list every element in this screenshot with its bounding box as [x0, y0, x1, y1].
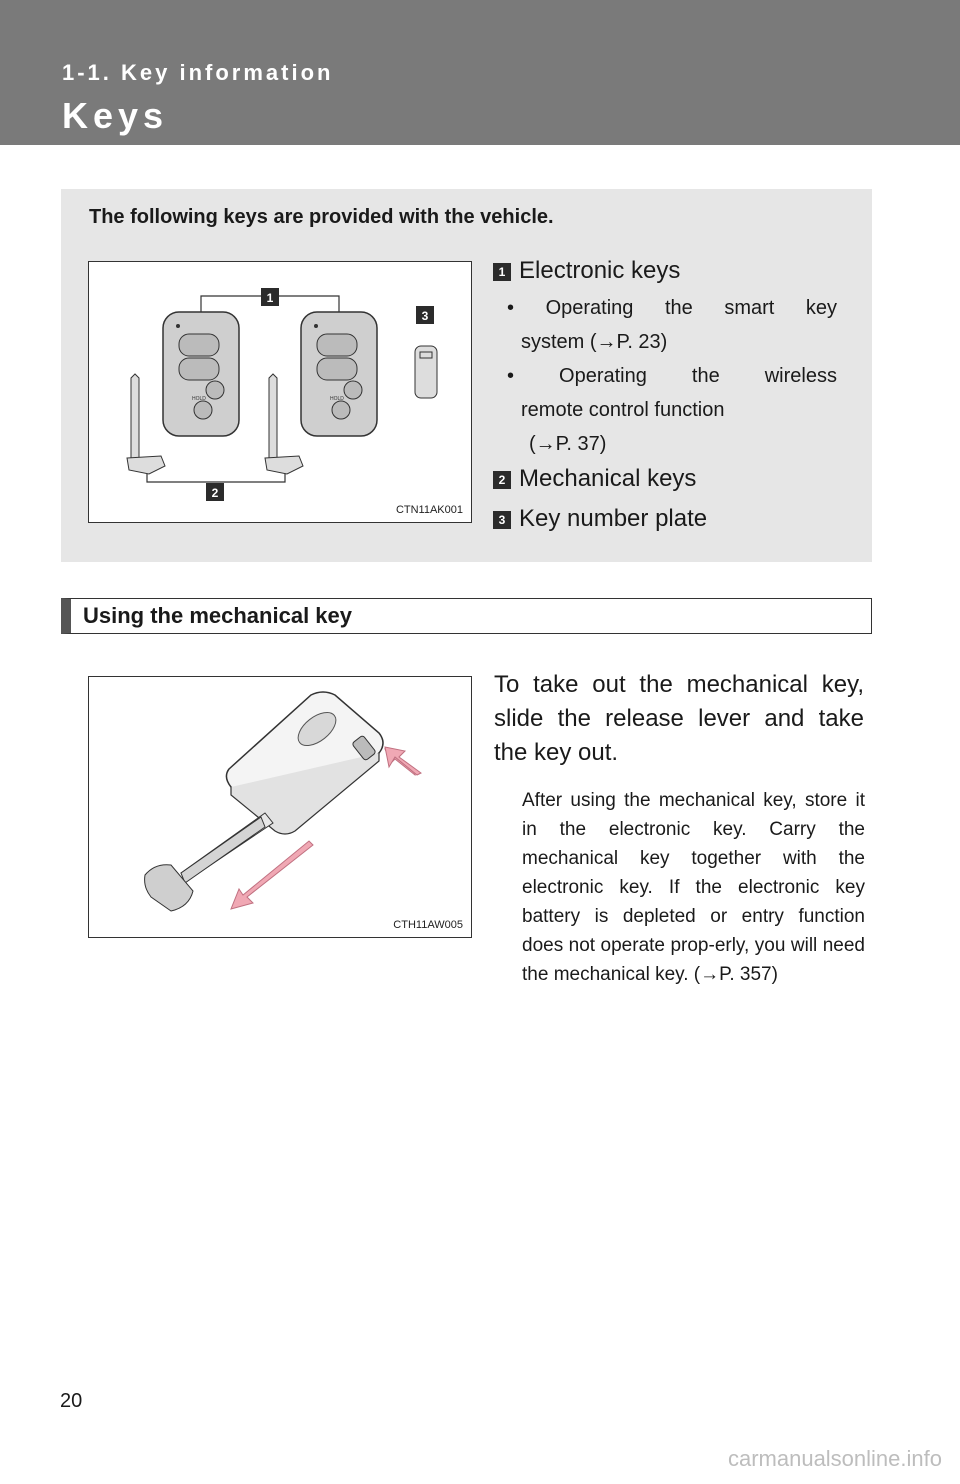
bullet-wireless-remote: [507, 359, 837, 461]
bullet-word: key: [805, 297, 837, 319]
section-heading: [61, 598, 872, 634]
keys-illustration-svg: [89, 262, 471, 522]
bullet-line: (→P. 37): [529, 433, 607, 455]
info-lead-text: The following keys are provided with the vehicle.: [89, 206, 554, 228]
mechanical-key-left: [127, 374, 165, 474]
section-label: 1-1. Key information: [62, 60, 334, 85]
item-mechanical-keys: [493, 465, 696, 493]
item-electronic-keys: [493, 257, 680, 285]
keys-info-box: [61, 189, 872, 562]
bullet-word: Operating: [545, 297, 634, 319]
bullet-word: the: [691, 365, 720, 387]
electronic-key-right: [301, 312, 377, 436]
bullet-line: remote control function: [521, 399, 725, 421]
bullet-word: Operating: [559, 365, 647, 387]
bullet-mark: •: [507, 365, 515, 387]
hold-label-left: HOLD: [192, 396, 206, 402]
instruction-text: To take out the mechanical key, slide the release lever and take the key out.: [494, 671, 864, 766]
item-label: Key number plate: [519, 505, 708, 532]
figure-code: CTH11AW005: [393, 919, 463, 931]
key-fob-body: [226, 692, 383, 834]
key-number-plate: [415, 346, 437, 398]
bullet-mark: •: [507, 297, 515, 319]
hold-label-right: HOLD: [330, 396, 344, 402]
bullet-line: system (→P. 23): [521, 331, 668, 353]
bullet-smart-key: [507, 291, 837, 359]
mechanical-key-right: [265, 374, 303, 474]
figure-code: CTN11AK001: [395, 504, 463, 516]
callout-2-number: 2: [211, 486, 219, 500]
mechanical-key-illustration: [88, 676, 472, 938]
item-key-number-plate: [493, 505, 707, 533]
bullet-word: smart: [724, 297, 775, 319]
number-badge: 1: [493, 263, 511, 281]
bullet-word: wireless: [764, 365, 837, 387]
page-title: Keys: [62, 95, 169, 136]
number-badge: 3: [493, 511, 511, 529]
mechanical-key-illustration-svg: [89, 677, 471, 937]
header-bar: [0, 0, 960, 145]
page-number: 20: [60, 1390, 83, 1412]
keys-illustration: [88, 261, 472, 523]
bullet-word: the: [664, 297, 693, 319]
item-label: Electronic keys: [519, 257, 681, 284]
watermark: carmanualsonline.info: [727, 1446, 942, 1471]
electronic-key-left: [163, 312, 239, 436]
pull-out-arrow: [231, 841, 313, 909]
callout-1-number: 1: [266, 291, 274, 305]
item-label: Mechanical keys: [519, 465, 697, 492]
section-heading-text: Using the mechanical key: [83, 603, 352, 628]
release-arrow: [385, 747, 421, 775]
number-badge: 2: [493, 471, 511, 489]
note-text: After using the mechanical key, store it in the electronic key. Carry the mechanical key together with the electronic key. If the electronic key battery is depleted or entry function does not operate prop-erly, you will need the mechanical key. (→P. 357): [522, 790, 865, 985]
callout-3-number: 3: [421, 309, 429, 323]
mechanical-key-blade: [145, 813, 273, 911]
